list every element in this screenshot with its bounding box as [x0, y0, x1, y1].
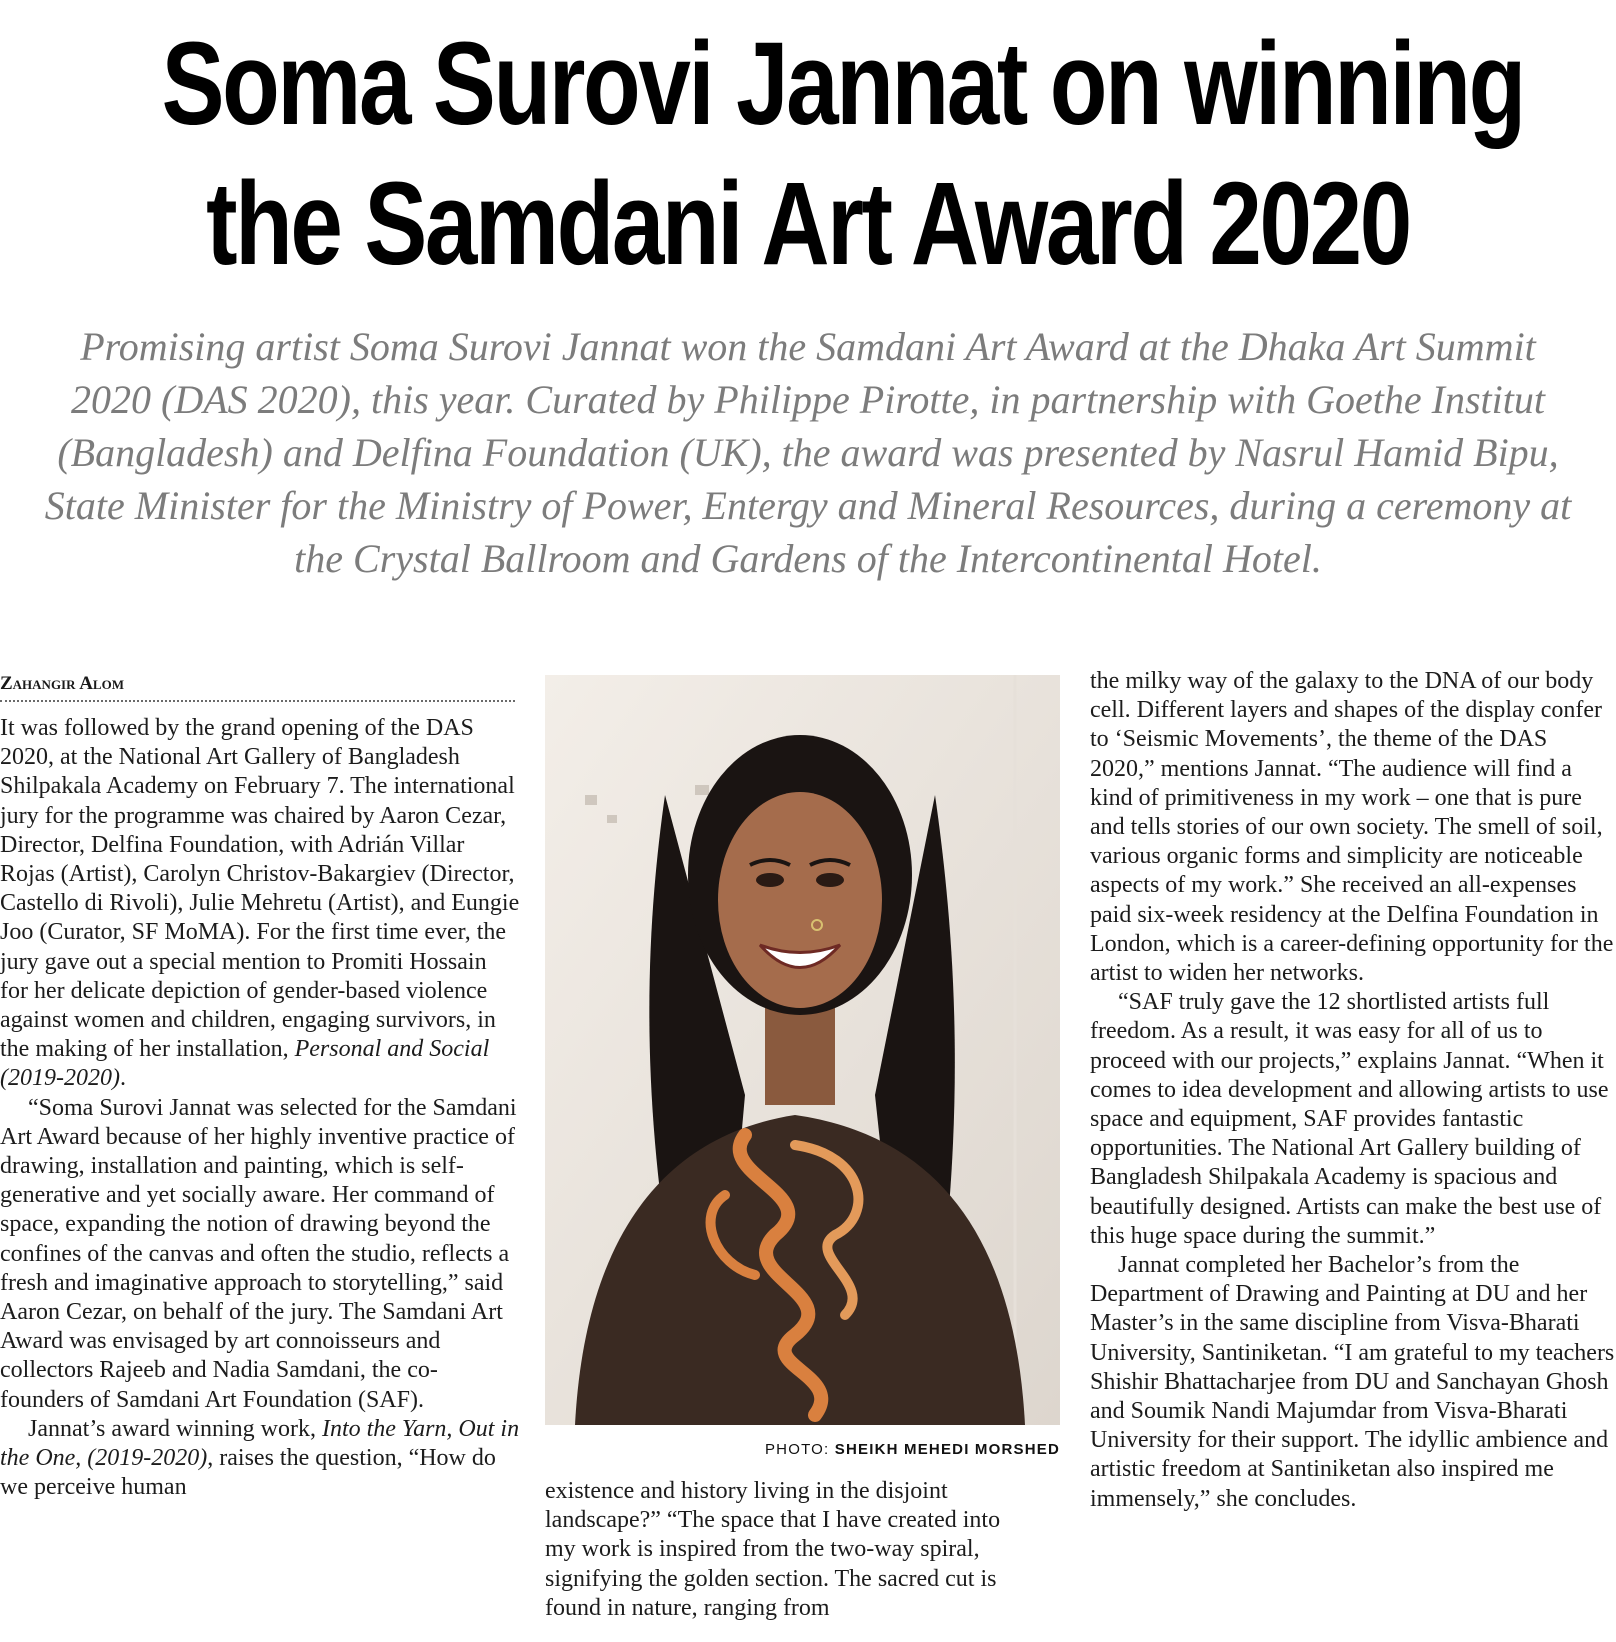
- col3-paragraph-3: Jannat completed her Bachelor’s from the Department of Drawing and Painting at DU and her Master’s in the same discipline from Visva-Bharati University, Santiniketan. “I am grateful to my teachers Shishir Bhattacharjee from DU and Sanchayan Ghosh and Soumik Nandi Majumdar from Visva-Bharati University for their support. The idyllic ambience and artistic freedom at Santiniketan also inspired me immensely,” she concludes.: [1090, 1252, 1615, 1512]
- column-3: [1090, 667, 1616, 1514]
- headline-line-1: Soma Surovi Jannat on winning: [161, 18, 1524, 150]
- col1-p1-end: .: [119, 1065, 126, 1092]
- col2-paragraph: existence and history living in the disjoint landscape?” “The space that I have created into my work is inspired from the two-way spiral, signifying the golden section. The sacred cut is found in nature, ranging from: [545, 1478, 1001, 1621]
- photo-credit-name: SHEIKH MEHEDI MORSHED: [834, 1441, 1060, 1458]
- col1-paragraph-2: “Soma Surovi Jannat was selected for the Samdani Art Award because of her highly inventive practice of drawing, installation and painting, which is self-generative and yet socially aware. Her command of space, expanding the notion of drawing beyond the confines of the canvas and often the studio, reflects a fresh and imaginative approach to storytelling,” said Aaron Cezar, on behalf of the jury. The Samdani Art Award was envisaged by art connoisseurs and collectors Rajeeb and Nadia Samdani, the co-founders of Samdani Art Foundation (SAF).: [0, 1094, 517, 1413]
- photo-caption: [545, 1441, 1060, 1458]
- col1-p1-text: It was followed by the grand opening of the DAS 2020, at the National Art Gallery of Bangladesh Shilpakala Academy on February 7. The international jury for the programme was chaired by Aaron Cezar, Director, Delfina Foundation, with Adrián Villar Rojas (Artist), Carolyn Christov-Bakargiev (Director, Castello di Rivoli), Julie Mehretu (Artist), and Eungie Joo (Curator, SF MoMA). For the first time ever, the jury gave out a special mention to Promiti Hossain for her delicate depiction of gender-based violence against women and children, engaging survivors, in the making of her installation,: [0, 715, 520, 1063]
- column-2: [545, 1477, 1020, 1623]
- headline: [161, 14, 1524, 294]
- artwork-title: Into the Yarn, Out in the One, (2019-2020): [0, 1415, 520, 1472]
- col3-paragraph-1: the milky way of the galaxy to the DNA of our body cell. Different layers and shapes of the display confer to ‘Seismic Movements’, the theme of the DAS 2020,” mentions Jannat. “The audience will find a kind of primitiveness in my work – one that is pure and tells stories of our own society. The smell of soil, various organic forms and simplicity are noticeable aspects of my work.” She received an all-expenses paid six-week residency at the Delfina Foundation in London, which is a career-defining opportunity for the artist to widen her networks.: [1090, 668, 1614, 987]
- headline-line-2: the Samdani Art Award 2020: [206, 158, 1410, 290]
- photo-credit-prefix: PHOTO:: [764, 1441, 835, 1458]
- artist-photo: [545, 675, 1060, 1425]
- byline: Zahangir Alom: [0, 673, 515, 702]
- installation-title: Personal and Social (2019-2020): [0, 1036, 490, 1092]
- col1-p3-start: Jannat’s award winning work,: [28, 1415, 322, 1442]
- col3-paragraph-2: “SAF truly gave the 12 shortlisted artists full freedom. As a result, it was easy for all of us to proceed with our projects,” explains Jannat. “When it comes to idea development and allowing artists to use space and equipment, SAF provides fantastic opportunities. The National Art Gallery building of Bangladesh Shilpakala Academy is spacious and beautifully designed. Artists can make the best use of this huge space during the summit.”: [1090, 989, 1609, 1249]
- col1-p3-end: , raises the question, “How do we perceive human: [0, 1445, 496, 1501]
- col1-paragraph-1: [0, 714, 520, 1094]
- intro-paragraph: Promising artist Soma Surovi Jannat won the Samdani Art Award at the Dhaka Art Summit 2020 (DAS 2020), this year. Curated by Philippe Pirotte, in partnership with Goethe Institut (Bangladesh) and Delfina Foundation (UK), the award was presented by Nasrul Hamid Bipu, State Minister for the Ministry of Power, Entergy and Mineral Resources, during a ceremony at the Crystal Ballroom and Gardens of the Intercontinental Hotel.: [44, 324, 1572, 581]
- portrait-illustration: [545, 675, 1060, 1425]
- col1-paragraph-3: [0, 1415, 520, 1503]
- column-1: [0, 714, 520, 1502]
